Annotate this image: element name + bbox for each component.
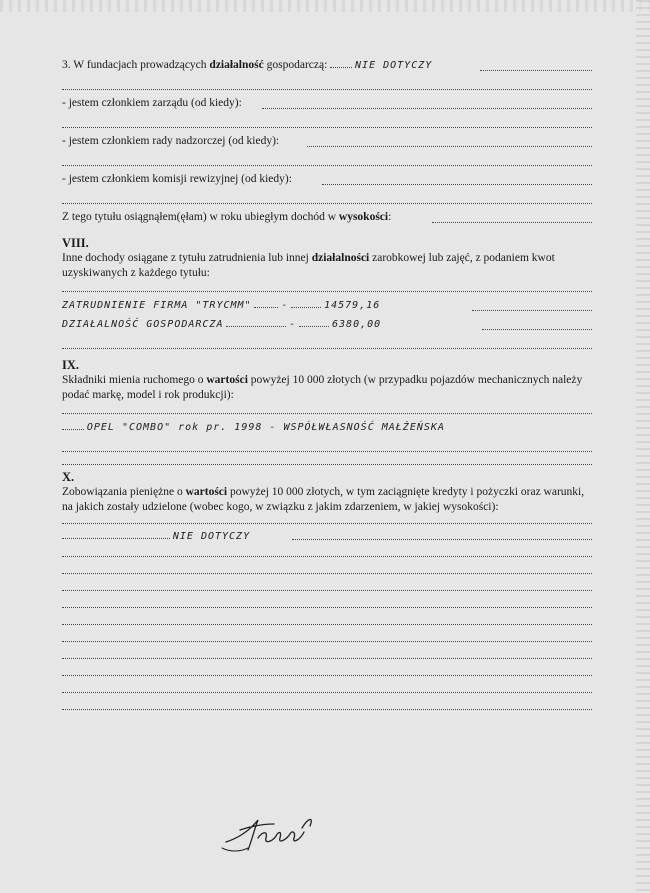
s3-prefix: 3. W fundacjach prowadzących xyxy=(62,59,210,71)
dots xyxy=(292,539,592,540)
viii-entry-2 xyxy=(62,315,592,334)
blank-line xyxy=(62,456,592,465)
ix-entry xyxy=(62,418,592,437)
viii-entry-1-label: ZATRUDNIENIE FIRMA "TRYCMM" xyxy=(62,300,252,311)
dots xyxy=(299,325,329,327)
board-line xyxy=(62,94,592,113)
blank-line xyxy=(62,75,592,90)
blank-line xyxy=(62,561,592,574)
dots xyxy=(262,108,592,109)
blank-line xyxy=(62,646,592,659)
blank-line xyxy=(62,612,592,625)
audit-line xyxy=(62,170,592,189)
audit-label: - jestem członkiem komisji rewizyjnej (od kiedy): xyxy=(62,173,292,185)
scan-edge-right xyxy=(636,0,650,893)
income-bold: wysokości xyxy=(338,211,389,223)
blank-line xyxy=(62,697,592,710)
income-prefix: Z tego tytułu osiągnąłem(ęłam) w roku ubiegłym dochód w xyxy=(62,211,339,223)
blank-line xyxy=(62,680,592,693)
blank-line xyxy=(62,189,592,204)
blank-line xyxy=(62,334,592,349)
income-line xyxy=(62,208,592,227)
blank-line xyxy=(62,663,592,676)
blank-line xyxy=(62,515,592,524)
blank-line xyxy=(62,151,592,166)
ix-text-a: Składniki mienia ruchomego o xyxy=(62,374,207,386)
viii-entry-1-amount: 14579,16 xyxy=(324,300,381,311)
dash: - xyxy=(289,319,297,330)
viii-heading: VIII. xyxy=(62,236,89,250)
dots xyxy=(226,325,286,327)
blank-line xyxy=(62,113,592,128)
income-suffix: : xyxy=(388,211,392,223)
viii-text-a: Inne dochody osiągane z tytułu zatrudnienia lub innej xyxy=(62,252,312,264)
dots xyxy=(322,184,592,185)
ix-text-bold: wartości xyxy=(206,374,248,386)
blank-line xyxy=(62,578,592,591)
s3-line xyxy=(62,56,592,75)
blank-line xyxy=(62,595,592,608)
x-text-a: Zobowiązania pieniężne o xyxy=(62,486,186,498)
ix-text xyxy=(62,373,592,403)
viii-entry-2-amount: 6380,00 xyxy=(332,319,382,330)
dots xyxy=(62,537,170,539)
dots xyxy=(330,66,352,68)
viii-entry-2-label: DZIAŁALNOŚĆ GOSPODARCZA xyxy=(62,319,224,330)
blank-line xyxy=(62,629,592,642)
blank-line xyxy=(62,281,592,292)
dots xyxy=(254,306,278,308)
s3-suffix: gospodarczą: xyxy=(263,59,328,71)
s3-bold: działalność xyxy=(209,59,264,71)
dots xyxy=(432,222,592,223)
board-label: - jestem członkiem zarządu (od kiedy): xyxy=(62,97,242,109)
supervisory-label: - jestem członkiem rady nadzorczej (od kiedy): xyxy=(62,135,280,147)
dots xyxy=(480,70,592,71)
x-text-b: powyżej 10 000 złotych, w tym zaciągnięte kredyty i pożyczki oraz warunki, na jakich zostały udzielone (wobec kogo, w związku z jakim zdarzeniem, w jakiej wysokości): xyxy=(62,486,585,513)
form-content xyxy=(62,56,592,714)
blank-line xyxy=(62,437,592,452)
scan-edge-top xyxy=(0,0,650,12)
x-text-bold: wartości xyxy=(185,486,228,498)
x-heading: X. xyxy=(62,470,75,484)
x-text xyxy=(62,485,592,515)
x-answer: NIE DOTYCZY xyxy=(172,531,251,542)
dots xyxy=(291,306,321,308)
viii-text-bold: działalności xyxy=(311,252,370,264)
x-answer-line xyxy=(62,528,592,544)
ix-text-b: powyżej 10 000 złotych (w przypadku pojazdów mechanicznych należy podać markę, model i rok produkcji): xyxy=(62,374,583,401)
dash: - xyxy=(281,300,289,311)
ix-entry-text: OPEL "COMBO" rok pr. 1998 - WSPÓŁWŁASNOŚĆ MAŁŻEŃSKA xyxy=(86,422,445,433)
signature-image xyxy=(218,808,318,858)
viii-text-b: zarobkowej lub zajęć, z podaniem kwot uzyskiwanych z każdego tytułu: xyxy=(62,252,555,279)
ix-heading: IX. xyxy=(62,358,80,372)
blank-line xyxy=(62,403,592,414)
viii-entry-1 xyxy=(62,296,592,315)
blank-line xyxy=(62,544,592,557)
supervisory-line xyxy=(62,132,592,151)
dots xyxy=(482,329,592,330)
s3-answer: NIE DOTYCZY xyxy=(355,60,433,71)
dots xyxy=(62,428,84,430)
dots xyxy=(307,146,592,147)
dots xyxy=(472,310,592,311)
viii-text xyxy=(62,251,592,281)
